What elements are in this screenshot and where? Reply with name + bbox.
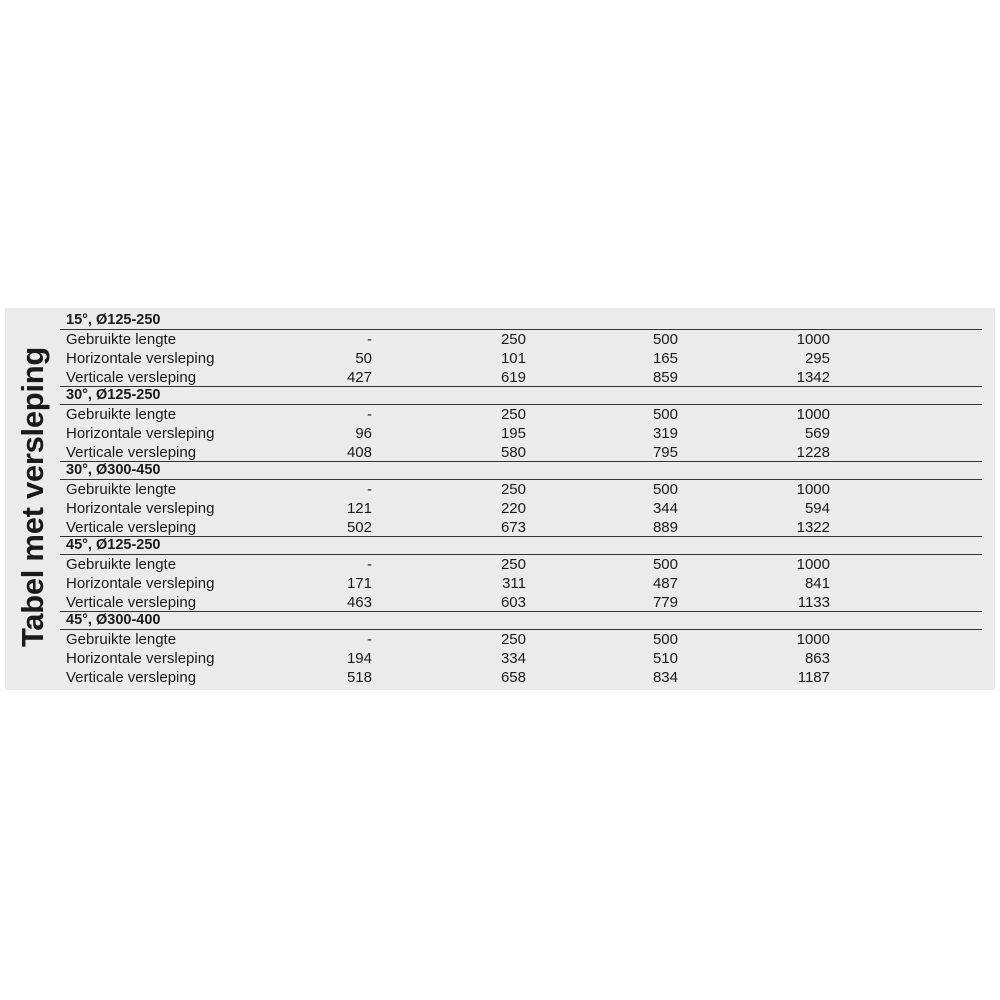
table-row [60, 405, 982, 424]
table-cell: 344 [652, 500, 678, 517]
row-label: Gebruikte lengte [66, 406, 177, 423]
table-cell: - [367, 481, 372, 498]
row-label: Verticale versleping [66, 669, 197, 686]
table-cell: 580 [500, 444, 526, 461]
table-cell: - [367, 556, 372, 573]
table-row [60, 349, 982, 368]
table-row [60, 499, 982, 518]
table-cell: 1187 [797, 669, 830, 686]
table-cell: 319 [652, 425, 678, 442]
table-cell: 408 [346, 444, 372, 461]
displacement-table [60, 312, 982, 687]
table-cell: 502 [346, 519, 372, 536]
table-cell: - [367, 406, 372, 423]
table-cell: 1000 [796, 331, 830, 348]
row-label: Gebruikte lengte [66, 481, 177, 498]
table-cell: 569 [804, 425, 830, 442]
table-cell: 250 [500, 631, 526, 648]
row-label: Verticale versleping [66, 594, 197, 611]
table-cell: 250 [500, 556, 526, 573]
table-cell: 603 [500, 594, 526, 611]
table-cell: 1322 [796, 519, 830, 536]
table-cell: 295 [804, 350, 830, 367]
table-cell: 1342 [796, 369, 830, 386]
table-row [60, 555, 982, 574]
table-cell: 500 [652, 556, 678, 573]
table-title-container [5, 308, 61, 690]
table-cell: 795 [652, 444, 678, 461]
group-header: 45°, Ø125-250 [60, 537, 982, 555]
table-group [60, 612, 982, 687]
table-cell: 171 [346, 575, 372, 592]
row-label: Horizontale versleping [66, 350, 215, 367]
table-cell: 121 [346, 500, 372, 517]
table-group [60, 462, 982, 537]
table-group [60, 387, 982, 462]
table-group [60, 312, 982, 387]
table-cell: 334 [500, 650, 526, 667]
table-row [60, 424, 982, 443]
table-row [60, 574, 982, 593]
table-cell: 250 [500, 331, 526, 348]
table-row [60, 480, 982, 499]
row-label: Horizontale versleping [66, 500, 215, 517]
table-cell: 1000 [796, 481, 830, 498]
table-group [60, 537, 982, 612]
table-cell: 500 [652, 631, 678, 648]
table-cell: 311 [502, 575, 526, 592]
table-cell: 779 [652, 594, 678, 611]
group-header: 30°, Ø300-450 [60, 462, 982, 480]
table-cell: 673 [500, 519, 526, 536]
row-label: Verticale versleping [66, 444, 197, 461]
table-cell: 96 [355, 425, 372, 442]
table-cell: 841 [804, 575, 830, 592]
table-cell: 619 [500, 369, 526, 386]
table-cell: 500 [652, 406, 678, 423]
table-cell: 500 [652, 331, 678, 348]
table-row [60, 649, 982, 668]
group-header: 30°, Ø125-250 [60, 387, 982, 405]
table-row [60, 668, 982, 687]
table-cell: 510 [652, 650, 678, 667]
group-header: 45°, Ø300-400 [60, 612, 982, 630]
table-cell: 101 [500, 350, 526, 367]
table-cell: 518 [346, 669, 372, 686]
row-label: Gebruikte lengte [66, 631, 177, 648]
table-cell: 220 [500, 500, 526, 517]
table-cell: 889 [652, 519, 678, 536]
row-label: Verticale versleping [66, 369, 197, 386]
table-row [60, 518, 982, 537]
row-label: Verticale versleping [66, 519, 197, 536]
table-cell: 487 [652, 575, 678, 592]
table-cell: 195 [500, 425, 526, 442]
table-cell: 834 [652, 669, 678, 686]
table-cell: 1000 [796, 406, 830, 423]
row-label: Horizontale versleping [66, 650, 215, 667]
table-row [60, 630, 982, 649]
table-cell: 250 [500, 481, 526, 498]
table-cell: 500 [652, 481, 678, 498]
table-title: Tabel met versleping [15, 346, 50, 648]
table-panel [5, 308, 995, 690]
table-cell: 194 [346, 650, 372, 667]
table-cell: 50 [355, 350, 372, 367]
table-cell: - [367, 631, 372, 648]
table-cell: 463 [346, 594, 372, 611]
table-cell: 165 [652, 350, 678, 367]
row-label: Gebruikte lengte [66, 331, 177, 348]
table-row [60, 593, 982, 612]
table-cell: - [367, 331, 372, 348]
row-label: Horizontale versleping [66, 575, 215, 592]
table-cell: 594 [804, 500, 830, 517]
row-label: Horizontale versleping [66, 425, 215, 442]
table-cell: 427 [346, 369, 372, 386]
table-cell: 859 [652, 369, 678, 386]
table-cell: 1228 [796, 444, 830, 461]
row-label: Gebruikte lengte [66, 556, 177, 573]
table-cell: 1133 [797, 594, 830, 611]
table-cell: 658 [500, 669, 526, 686]
table-cell: 1000 [796, 631, 830, 648]
table-row [60, 368, 982, 387]
table-cell: 1000 [796, 556, 830, 573]
table-row [60, 443, 982, 462]
table-row [60, 330, 982, 349]
table-cell: 863 [804, 650, 830, 667]
group-header: 15°, Ø125-250 [60, 312, 982, 330]
table-cell: 250 [500, 406, 526, 423]
